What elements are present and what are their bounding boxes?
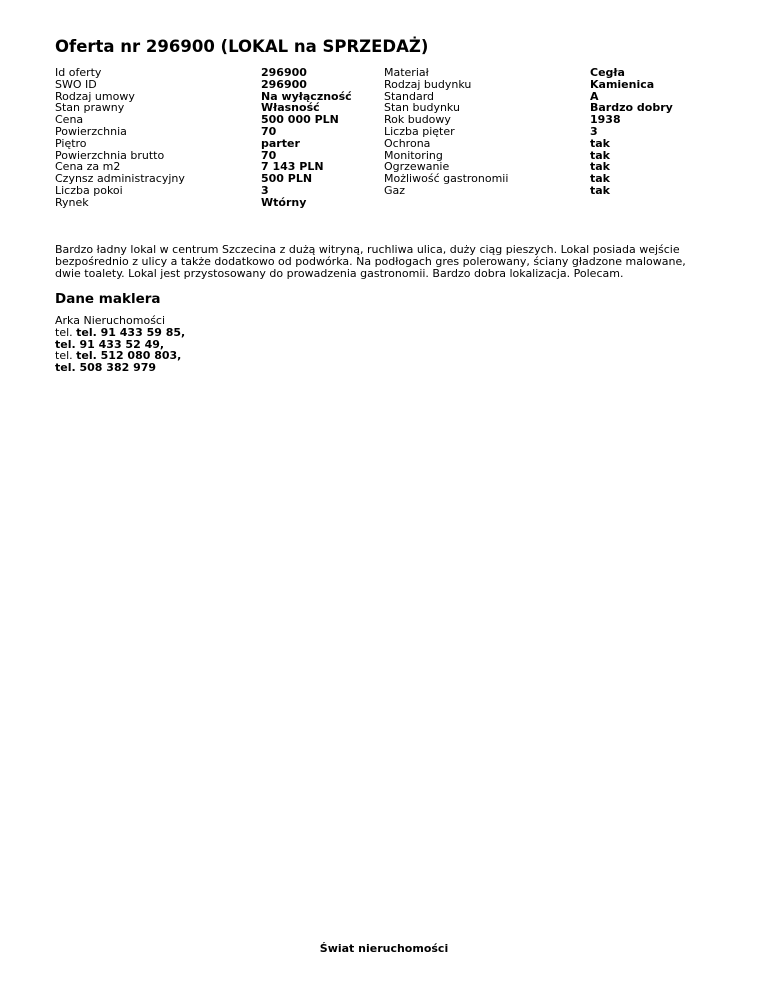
detail-label: SWO ID — [55, 77, 97, 91]
details-right-labels — [384, 67, 508, 197]
detail-value: tak — [590, 183, 610, 197]
detail-value: Kamienica — [590, 77, 655, 91]
detail-label: Powierzchnia brutto — [55, 148, 165, 162]
detail-label: Piętro — [55, 136, 87, 150]
detail-label: Rynek — [55, 195, 89, 209]
details-left-labels — [55, 67, 185, 209]
tel-prefix: tel. — [55, 349, 73, 363]
detail-value: tak — [590, 160, 610, 174]
agent-phone: tel. 512 080 803, — [76, 349, 182, 363]
page-title: Oferta nr 296900 (LOKAL na SPRZEDAŻ) — [55, 37, 429, 56]
detail-value: Bardzo dobry — [590, 101, 673, 115]
agent-phone: tel. 91 433 52 49, — [55, 337, 165, 351]
tel-prefix: tel. — [55, 325, 73, 339]
detail-value: 70 — [261, 124, 277, 138]
detail-value: Wtórny — [261, 195, 307, 209]
detail-value: 500 000 PLN — [261, 113, 339, 127]
detail-value: 296900 — [261, 77, 307, 91]
detail-label: Id oferty — [55, 66, 102, 79]
detail-value: 1938 — [590, 113, 621, 127]
detail-value: 70 — [261, 148, 277, 162]
detail-value: tak — [590, 148, 610, 162]
detail-value: 500 PLN — [261, 172, 313, 186]
detail-label: Rodzaj budynku — [384, 77, 472, 91]
detail-label: Standard — [384, 89, 435, 103]
agent-company: Arka Nieruchomości — [55, 314, 166, 327]
detail-label: Rodzaj umowy — [55, 89, 135, 103]
agent-phone: tel. 91 433 59 85, — [76, 325, 186, 339]
detail-label: Monitoring — [384, 148, 443, 162]
detail-value: parter — [261, 136, 300, 150]
detail-label: Ogrzewanie — [384, 160, 450, 174]
detail-label: Cena — [55, 113, 84, 127]
detail-value: Własność — [261, 101, 320, 115]
agent-phone: tel. 508 382 979 — [55, 361, 157, 375]
detail-value: Na wyłączność — [261, 89, 352, 103]
detail-value: 3 — [590, 124, 598, 138]
detail-value: tak — [590, 172, 610, 186]
detail-value: 7 143 PLN — [261, 160, 324, 174]
agent-contact — [55, 315, 185, 374]
detail-value: tak — [590, 136, 610, 150]
detail-label: Możliwość gastronomii — [384, 172, 509, 186]
detail-label: Czynsz administracyjny — [55, 172, 185, 186]
detail-value: 296900 — [261, 66, 307, 79]
detail-value: 3 — [261, 183, 269, 197]
detail-label: Cena za m2 — [55, 160, 121, 174]
detail-value: A — [590, 89, 599, 103]
agent-section-title: Dane maklera — [55, 291, 161, 307]
detail-label: Gaz — [384, 183, 406, 197]
detail-value: Cegła — [590, 66, 625, 79]
page-footer: Świat nieruchomości — [319, 942, 449, 955]
detail-label: Stan budynku — [384, 101, 460, 115]
detail-label: Liczba pokoi — [55, 183, 123, 197]
detail-label: Liczba pięter — [384, 124, 455, 138]
offer-description: Bardzo ładny lokal w centrum Szczecina z dużą witryną, ruchliwa ulica, duży ciąg pieszych. Lokal posiada wejście bezpośrednio z ulicy a także dodatkowo od podwórka. Na podłogach gres polerowany, ściany gładzone malowane, dwie toalety. Lokal jest przystosowany do prowadzenia gastronomii. Bardzo dobra lokalizacja. Polecam. — [55, 243, 686, 280]
detail-label: Stan prawny — [55, 101, 125, 115]
detail-label: Materiał — [384, 66, 429, 79]
detail-label: Ochrona — [384, 136, 431, 150]
agent-phone-line-4 — [55, 362, 185, 374]
details-right-values — [590, 67, 673, 197]
detail-label: Rok budowy — [384, 113, 451, 127]
detail-label: Powierzchnia — [55, 124, 127, 138]
details-left-values — [261, 67, 352, 209]
